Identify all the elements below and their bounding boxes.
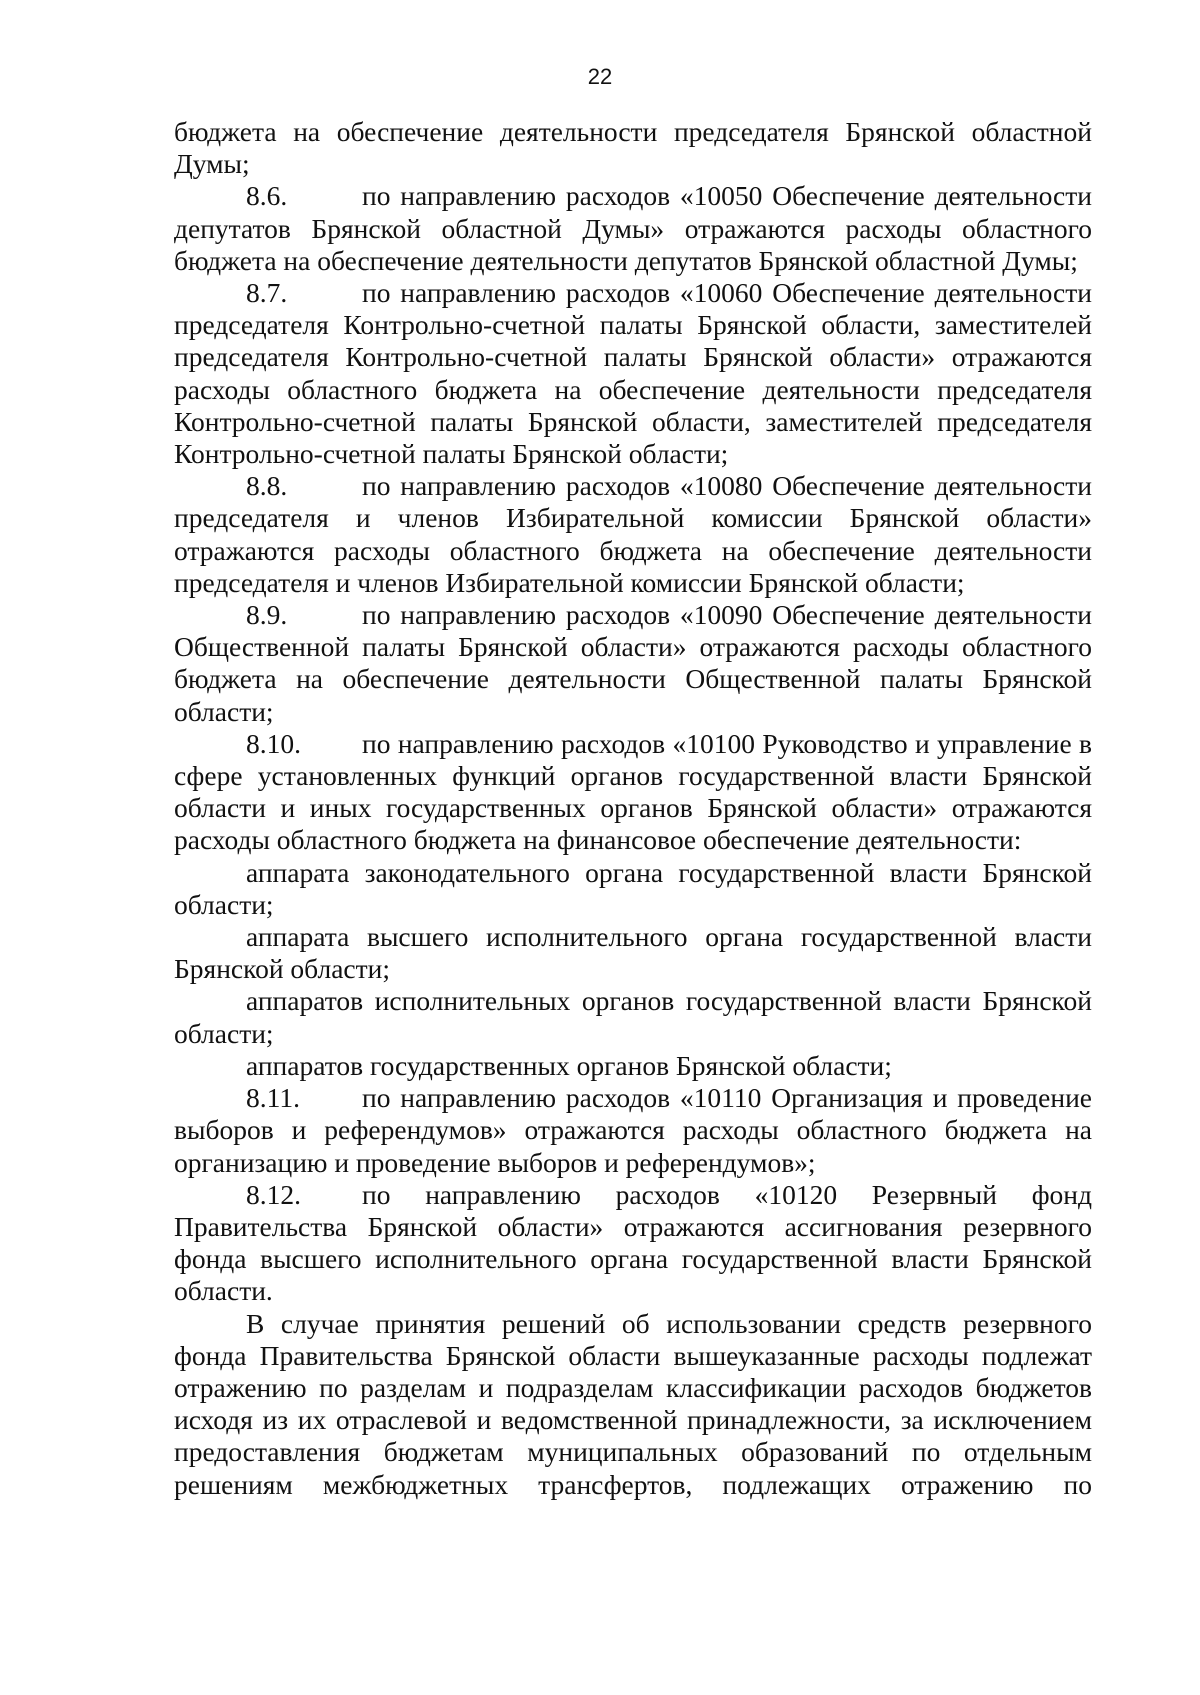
clause-8-7 xyxy=(174,277,1092,470)
clause-number: 8.11. xyxy=(246,1082,300,1114)
document-body xyxy=(174,116,1092,1501)
clause-8-10 xyxy=(174,728,1092,857)
subitem-executive-bodies-apparatus: аппаратов исполнительных органов государственной власти Брянской области; xyxy=(174,985,1092,1049)
clause-8-6 xyxy=(174,180,1092,277)
clause-text: по направлению расходов «10110 Организация и проведение выборов и референдумов» отражаются расходы областного бюджета на организацию и проведение выборов и референдумов»; xyxy=(174,1082,1092,1178)
subitem-executive-apparatus: аппарата высшего исполнительного органа государственной власти Брянской области; xyxy=(174,921,1092,985)
clause-8-11 xyxy=(174,1082,1092,1179)
clause-text: по направлению расходов «10090 Обеспечение деятельности Общественной палаты Брянской области» отражаются расходы областного бюджета на обеспечение деятельности Общественной палаты Брянской области; xyxy=(174,599,1092,727)
clause-text: по направлению расходов «10120 Резервный фонд Правительства Брянской области» отражаются ассигнования резервного фонда высшего исполнительного органа государственной власти Брянской области. xyxy=(174,1178,1092,1307)
clause-number: 8.6. xyxy=(246,180,288,212)
closing-paragraph: В случае принятия решений об использовании средств резервного фонда Правительства Брянской области вышеуказанные расходы подлежат отражению по разделам и подразделам классификации расходов бюджетов исходя из их отраслевой и ведомственной принадлежности, за исключением предоставления бюджетам муниципальных образований по отдельным решениям межбюджетных трансфертов, подлежащих отражению по xyxy=(174,1307,1092,1500)
clause-number: 8.12. xyxy=(246,1178,301,1210)
lead-fragment: бюджета на обеспечение деятельности председателя Брянской областной Думы; xyxy=(174,116,1092,180)
clause-number: 8.9. xyxy=(246,599,288,631)
clause-text: по направлению расходов «10060 Обеспечение деятельности председателя Контрольно-счетной палаты Брянской области, заместителей председателя Контрольно-счетной палаты Брянской области» отражаются расходы областного бюджета на обеспечение деятельности председателя Контрольно-счетной палаты Брянской области, заместителей председателя Контрольно-счетной палаты Брянской области; xyxy=(174,277,1092,470)
clause-text: по направлению расходов «10100 Руководство и управление в сфере установленных функций органов государственной власти Брянской области и иных государственных органов Брянской области» отражаются расходы областного бюджета на финансовое обеспечение деятельности: xyxy=(174,727,1092,856)
page-number: 22 xyxy=(587,64,613,89)
clause-number: 8.8. xyxy=(246,470,288,502)
clause-number: 8.7. xyxy=(246,277,288,309)
clause-8-9 xyxy=(174,599,1092,728)
subitem-legislative-apparatus: аппарата законодательного органа государственной власти Брянской области; xyxy=(174,856,1092,920)
clause-text: по направлению расходов «10050 Обеспечение деятельности депутатов Брянской областной Думы» отражаются расходы областного бюджета на обеспечение деятельности депутатов Брянской областной Думы; xyxy=(174,180,1092,276)
clause-8-8 xyxy=(174,470,1092,599)
clause-text: по направлению расходов «10080 Обеспечение деятельности председателя и членов Избирательной комиссии Брянской области» отражаются расходы областного бюджета на обеспечение деятельности председателя и членов Избирательной комиссии Брянской области; xyxy=(174,470,1092,598)
clause-number: 8.10. xyxy=(246,727,301,759)
clause-8-12 xyxy=(174,1179,1092,1308)
subitem-state-bodies-apparatus: аппаратов государственных органов Брянской области; xyxy=(246,1049,892,1081)
